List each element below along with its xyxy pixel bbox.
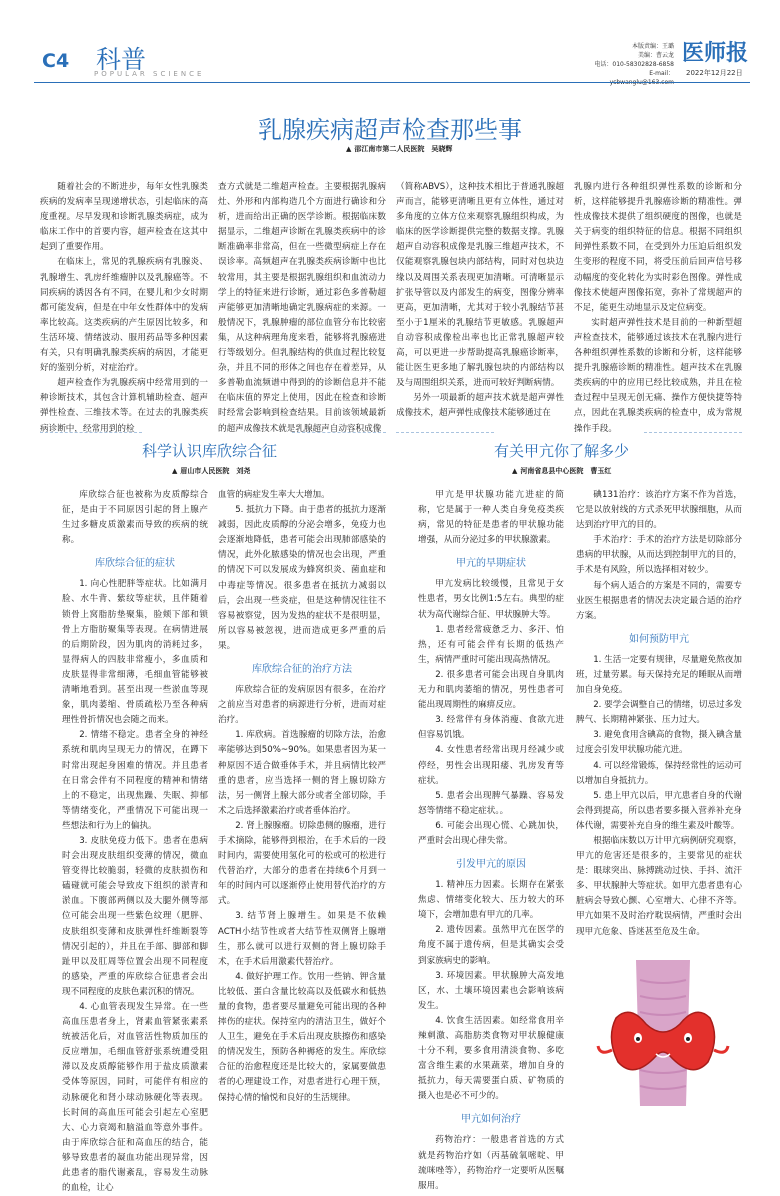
paragraph: 2. 很多患者可能会出现自身肌肉无力和肌肉萎缩的情况，男性患者可能出现周期性的麻痹反应。 <box>418 669 564 711</box>
paragraph: 每个病人适合的方案是不同的，需要专业医生根据患者的情况去决定最合适的治疗方案。 <box>576 580 742 621</box>
article-title-main: 乳腺疾病超声检查那些事 <box>258 116 522 144</box>
paragraph: 2. 肾上腺腺瘤。切除患侧的腺瘤，进行手术摘除，能够得到根治，在手术后的一段时间内，需要使用氢化可的松或可的松进行代替治疗，大部分的患者在持续6个月到一年的时间内可以逐渐停止使用替代治疗的方式。 <box>218 820 386 907</box>
section-heading: 如何预防甲亢 <box>629 633 689 645</box>
masthead <box>34 36 750 86</box>
editor-line: 本版责编：王璐 <box>631 43 674 50</box>
section-heading: 甲亢如何治疗 <box>461 1114 521 1126</box>
paragraph: 库欣综合征的发病原因有很多，在治疗之前应当对患者的病源进行分析，进而对症治疗。 <box>218 685 386 726</box>
phone-line: 电话：010-58302828-6858 <box>594 61 674 68</box>
paragraph: 甲亢是甲状腺功能亢进症的简称，它是属于一种人类自身免疫类疾病，常见的特征是患者的甲状腺功能增强，从而分泌过多的甲状腺激素。 <box>418 490 564 546</box>
divider <box>40 432 142 433</box>
paragraph: 1. 向心性肥胖等症状。比如满月脸、水牛背、紫纹等症状，且伴随着锁骨上窝脂肪垫聚集，脸颊下部和锁骨上方脂肪聚集等表现。在病情进展的后期阶段，因为肌肉的消耗过多，显得病人的四肢非常瘦小，多血质和皮肤显得非常细薄，毛细血管能够被清晰地看到。甚至出现一些淤血等现象，肌肉萎缩、骨质疏松乃至各种病理性骨折情况也会随之而来。 <box>62 579 208 726</box>
divider <box>644 432 742 433</box>
article-byline: ▲ 河南省息县中心医院 曹玉红 <box>512 467 612 475</box>
paragraph: 3. 结节肾上腺增生。如果是不依赖ACTH小结节性或者大结节性双侧肾上腺增生，那么就可以进行双侧的肾上腺切除手术，在手术后用激素代替治疗。 <box>218 911 386 967</box>
paragraph: 超声检查作为乳腺疾病中经常用到的一种诊断技术，其包含计算机辅助检查、超声弹性检查、三维技术等。在过去的乳腺类疾病诊断中，经常用到的检 <box>40 378 208 434</box>
paragraph: 甲亢发病比较缓慢，且常见于女性患者，男女比例1:5左右。典型的症状为高代谢综合征、甲状腺肿大等。 <box>418 579 564 620</box>
article2-column-2 <box>218 488 386 1113</box>
section-heading: 库欣综合征的治疗方法 <box>252 664 352 676</box>
email-line: E-mail：ysbwanglu@163.com <box>609 70 674 86</box>
paragraph: 2. 要学会调整自己的情绪，切忌过多发脾气、长期精神紧张、压力过大。 <box>576 700 742 726</box>
paragraph: 乳腺内进行各种组织弹性系数的诊断和分析，这样能够提升乳腺癌诊断的精准性。弹性成像技术提供了组织硬度的图像，也就是关于病变的组织特征的信息。根据不同组织间弹性系数不同，在受到外力压迫后组织发生变形的程度不同，将受压前后回声信号移动幅度的变化转化为实时彩色图像。弹性成像技术使超声图像拓宽，弥补了常规超声的不足，能更生动地显示及定位病变。 <box>574 182 742 313</box>
paragraph: 根据临床数以万计甲亢病例研究观察，甲亢的危害还是很多的，主要常见的症状是：眼球突出、脉搏跳动过快、手抖、流汗多、甲状腺肿大等症状。如甲亢患者患有心脏病会导致心颤、心室增大、心律不齐等。甲亢如果不及时治疗耽误病情，严重时会出现甲亢危象、昏迷甚至危及生命。 <box>576 835 742 937</box>
section-heading: 甲亢的早期症状 <box>456 558 526 570</box>
issue-date: 2022年12月22日 <box>686 69 743 77</box>
masthead-divider <box>34 82 750 83</box>
paragraph: 4. 女性患者经常出现月经减少或停经，男性会出现阳痿、乳房发育等症状。 <box>418 745 564 786</box>
paragraph: （简称ABVS），这种技术相比于普通乳腺超声而言，能够更清晰且更有立体性，通过对多角度的立体方位来观察乳腺组织构成，为临床的医学诊断提供完整的数据支撑。乳腺超声自动容积成像是乳腺三维超声技术，不仅能观察乳腺包块内部结构，同时对包块边缘以及周围关系表现更加清晰。可清晰显示扩张导管以及内部发生的病变，图像分辨率更高，更加清晰，尤其对于较小乳腺结节甚至小于1厘米的乳腺结节更敏感。乳腺超声自动容积成像检出率也比正常乳腺超声较高，可以更进一步帮助提高乳腺癌诊断率，能让医生更多地了解乳腺包块的内部结构以及与周围组织关系，进而可较好判断病情。 <box>396 182 564 389</box>
paragraph: 3. 经常伴有身体消瘦、食欲亢进但容易饥饿。 <box>418 715 564 741</box>
paragraph: 血管的病症发生率大大增加。 <box>218 490 330 500</box>
paragraph: 药物治疗：一般患者首选的方式就是药物治疗如（丙基硫氧嘧啶、甲巯咪唑等），药物治疗一定要听从医嘱服用。 <box>418 1135 564 1191</box>
article-title: 有关甲亢你了解多少 <box>494 442 630 460</box>
paragraph: 随着社会的不断进步，每年女性乳腺类疾病的发病率呈现递增状态，引起临床的高度重视。尽早发现和诊断乳腺类病症，成为临床工作中的首要内容，超声检查在这其中起到了重要作用。 <box>40 182 208 253</box>
section-heading: 引发甲亢的原因 <box>456 859 526 871</box>
page-number: C4 <box>42 50 70 72</box>
paragraph: 3. 避免食用含碘高的食物，摄入碘含量过度会引发甲状腺功能亢进。 <box>576 730 742 756</box>
paragraph: 手术治疗：手术的治疗方法是切除部分患病的甲状腺，从而达到控制甲亢的目的，手术是有风险，所以选择相对较少。 <box>576 535 742 576</box>
paragraph: 4. 心血管表现发生异常。在一些高血压患者身上，肾素血管紧张素系统被活化后，对血管活性物质加压的反应增加，毛细血管舒张系统遭受阻滞以及皮质醇能够作用于盐皮质激素受体等原因，同时，可能伴有相应的动脉硬化和肾小球动脉硬化等表现。长时间的高血压可能会引起左心室肥大、心力衰竭和脑溢血等意外事件。由于库欣综合征和高血压的结合，能够导致患者的凝血功能出现异常，因此患者的脂代谢紊乱，容易发生动脉的血栓，让心 <box>62 1002 208 1194</box>
paragraph: 碘131治疗：该治疗方案不作为首选，它是以放射线的方式杀死甲状腺细胞，从而达到治疗甲亢的目的。 <box>576 490 742 531</box>
article-byline: ▲ 邵江南市第二人民医院 吴晓辉 <box>346 145 453 153</box>
article-title: 科学认识库欣综合征 <box>142 442 278 460</box>
paragraph: 实时超声弹性技术是目前的一种新型超声检查技术，能够通过该技术在乳腺内进行各种组织弹性系数的诊断和分析，这样能够提升乳腺癌诊断的精准性。超声技术在乳腺类疾病的中的应用已经比较成熟，并且在检查过程中呈现无创无痛、操作方便快捷等特点，因此在乳腺类疾病的检查中，成为常规操作手段。 <box>574 317 742 434</box>
paragraph: 4. 饮食生活因素。如经常食用辛辣刺激、高脂肪类食物对甲状腺健康十分不利，要多食用清淡食物、多吃富含维生素的水果蔬菜，增加自身的抵抗力，每天需要蛋白质、矿物质的摄入也是必不可少的。 <box>418 1015 564 1102</box>
paragraph: 在临床上，常见的乳腺疾病有乳腺炎、乳腺增生、乳房纤维瘤肿以及乳腺癌等。不同疾病的诱因各有不同，在婴儿和少女时期都可能发病，但是在中年女性群体中的发病率比较高。这类疾病的产生原因比较多，和生活环境、情绪波动、服用药品等多种因素有关，只有明确乳腺类疾病的病因，才能更好的鉴别分析，对症治疗。 <box>40 257 208 374</box>
article-byline: ▲ 眉山市人民医院 刘尧 <box>172 467 251 475</box>
paragraph: 5. 患者会出现脾气暴躁、容易发怒等情绪不稳定症状。。 <box>418 790 564 816</box>
section-title: 科普 <box>96 45 147 74</box>
article1-column-3 <box>396 180 564 448</box>
paragraph: 2. 情绪不稳定。患者全身的神经系统和肌肉呈现无力的情况，在蹲下时常出现起身困难的情况。并且患者在日常会伴有不同程度的精神和情绪上的不稳定，出现焦躁、失眠、抑郁等情绪变化，严重情况下可能出现一些想法和行为上的偏执。 <box>62 730 208 831</box>
paragraph: 5. 抵抗力下降。由于患者的抵抗力逐渐减弱，因此皮质醇的分泌会增多，免疫力也会逐渐地降低，患者可能会出现肺部感染的情况，此外化脓感染的情况也会出现，严重的情况下可以发展成为蜂窝织炎、菌血症和中毒症等情况。很多患者在抵抗力减弱以后，会出现一些炎症，但是这种情况往往不容易被察觉，因为发热的症状不是很明显，所以容易被忽视，进而造成更多严重的后果。 <box>218 505 386 651</box>
triangle-icon: ▲ <box>512 467 518 475</box>
editor-info <box>594 42 674 87</box>
paragraph: 另外一项最新的超声技术就是超声弹性成像技术，超声弹性成像技术能够通过在 <box>396 393 564 419</box>
paragraph: 5. 患上甲亢以后，甲亢患者自身的代谢会得到提高，所以患者要多摄入营养补充身体代谢，需要补充自身的维生素及叶酸等。 <box>576 790 742 831</box>
paragraph: 6. 可能会出现心慌、心跳加快，严重时会出现心律失常。 <box>418 820 564 846</box>
triangle-icon: ▲ <box>346 145 352 153</box>
divider <box>396 432 494 433</box>
divider <box>292 432 386 433</box>
paragraph: 1. 患者经常疲惫乏力、多汗、怕热，还有可能会伴有长期的低热产生，病情严重时可能出现高热情况。 <box>418 624 564 665</box>
newspaper-logo: 医师报 <box>682 40 749 66</box>
paragraph: 4. 做好护理工作。饮用一些钠、钾含量比较低、蛋白含量比较高以及低碳水和低热量的食物，患者要尽量避免可能出现的各种摔伤的症状。保持室内的清洁卫生，做好个人卫生，避免在手术后出现皮肤擦伤和感染的情况发生，预防各种褥疮的发生。库欣综合征的治愈程度还是比较大的，家属要做患者的心理建设工作，对患者进行心理干预，保持心情的愉悦和良好的生活规律。 <box>218 971 386 1103</box>
article3-column-1 <box>418 488 564 1191</box>
article3-column-2 <box>576 488 742 954</box>
paragraph: 1. 库欣病。首选腺瘤的切除方法，治愈率能够达到50%~90%。如果患者因为某一种原因不适合做垂体手术，并且病情比较严重的患者，应当选择一侧的肾上腺切除方法，另一侧肾上腺大部分或者全部切除，手术之后选择激素治疗或者垂体治疗。 <box>218 730 386 816</box>
article1-column-2 <box>218 180 386 448</box>
paragraph: 3. 皮肤免疫力低下。患者在患病时会出现皮肤组织变薄的情况，微血管变得比较脆弱，轻微的皮肤损伤和磕碰就可能会导致皮下组织的淤青和淤血。下腹部两侧以及大腿外侧等部位可能会出现一些紫色纹理（肥胖、皮肤组织变薄和皮肤弹性纤维断裂等情况引起的），并且在手部、脚部和脚趾甲以及肛周等位置会出现不同程度的感染，严重的库欣综合征患者会出现不同程度的皮肤色素沉积的情况。 <box>62 835 208 997</box>
designer-line: 美编：曹云龙 <box>637 52 674 59</box>
paragraph: 4. 可以经常锻炼，保持经常性的运动可以增加自身抵抗力。 <box>576 760 742 786</box>
thyroid-illustration <box>576 960 750 1106</box>
article2-column-1 <box>62 488 208 1194</box>
paragraph: 查方式就是二维超声检查。主要根据乳腺病灶、外形和内部构造几个方面进行确诊和分析，进而给出正确的医学诊断。根据临床数据显示，二维超声诊断在乳腺类疾病中的诊断准确率非常高，但在一些微型病症上存在误诊率。高频超声在乳腺类疾病诊断中也比较常用，其主要是根据乳腺组织和血流动力学上的特征来进行诊断，通过彩色多普勒超声能够更加清晰地确定乳腺病症的来源。一般情况下，乳腺肿瘤的部位血管分布比较密集，从这种病理角度来看，能够将乳腺癌进行等级划分。但乳腺结构的供血过程比较复杂，并且不同的形体之间也存在着差异，从多普勒血流频谱中得到的的诊断信息并不能在临床值的界定上使用，因此在检查和诊断时经常会影响到检查结果。目前该领域最新的超声成像技术就是乳腺超声自动容积成像 <box>218 182 386 434</box>
paragraph: 库欣综合征也被称为皮质醇综合征，是由于不同原因引起的肾上腺产生过多糖皮质激素而导致的疾病的统称。 <box>62 490 208 546</box>
paragraph: 1. 精神压力因素。长期存在紧张焦虑、情绪变化较大、压力较大的环境下，会增加患有甲亢的几率。 <box>418 880 564 921</box>
paragraph: 1. 生活一定要有规律，尽量避免熬夜加班，过量劳累。每天保持充足的睡眠从而增加自身免疫。 <box>576 654 742 696</box>
paragraph: 3. 环境因素。甲状腺肿大高发地区，水、土壤环境因素也会影响该病发生。 <box>418 970 564 1011</box>
paragraph: 2. 遗传因素。虽然甲亢在医学的角度不属于遗传病，但是其确实会受到家族病史的影响。 <box>418 925 564 966</box>
article1-column-1 <box>40 180 208 448</box>
article1-column-4 <box>574 180 742 448</box>
section-heading: 库欣综合征的症状 <box>95 558 175 570</box>
section-subtitle: POPULAR SCIENCE <box>94 70 205 78</box>
triangle-icon: ▲ <box>172 467 178 475</box>
